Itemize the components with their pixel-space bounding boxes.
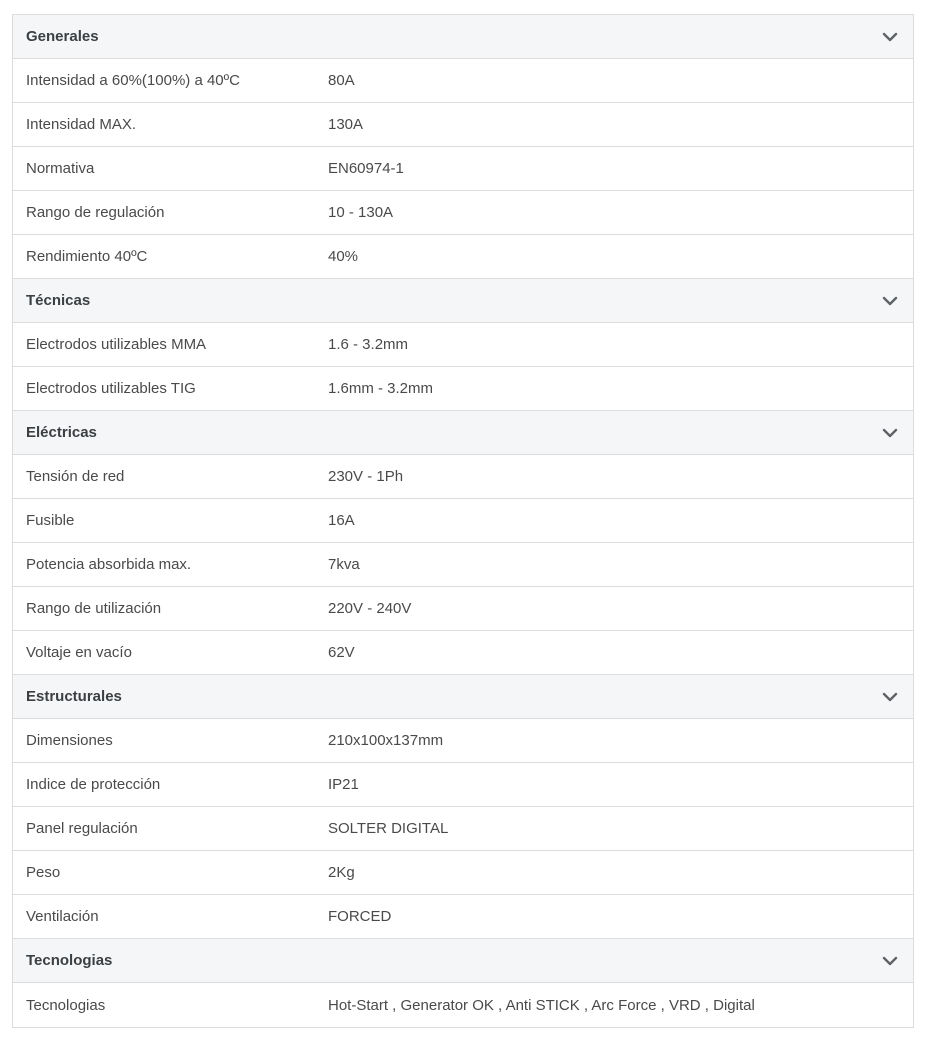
spec-value: 16A: [328, 512, 355, 529]
table-row: [13, 895, 913, 939]
table-row: [13, 323, 913, 367]
spec-label: Peso: [26, 864, 61, 881]
section-title: Estructurales: [26, 688, 122, 705]
section-title: Técnicas: [26, 292, 91, 309]
spec-value: 220V - 240V: [328, 600, 412, 617]
spec-value: 10 - 130A: [328, 204, 394, 221]
spec-value: 130A: [328, 116, 364, 133]
chevron-down-icon[interactable]: [879, 686, 901, 708]
spec-value: 1.6mm - 3.2mm: [328, 380, 434, 397]
table-row: [13, 499, 913, 543]
table-row: [13, 719, 913, 763]
table-row: [13, 543, 913, 587]
spec-label: Ventilación: [26, 908, 99, 925]
section-title: Generales: [26, 28, 99, 45]
spec-value: FORCED: [328, 908, 392, 925]
table-row: [13, 147, 913, 191]
table-row: [13, 59, 913, 103]
section-header-3[interactable]: [13, 675, 913, 719]
section-title: Tecnologias: [26, 952, 113, 969]
table-row: [13, 807, 913, 851]
spec-label: Indice de protección: [26, 776, 161, 793]
table-row: [13, 235, 913, 279]
table-row: [13, 763, 913, 807]
table-row: [13, 983, 913, 1027]
table-row: [13, 191, 913, 235]
spec-value: EN60974-1: [328, 160, 404, 177]
chevron-down-icon[interactable]: [879, 422, 901, 444]
spec-label: Tecnologias: [26, 996, 106, 1014]
spec-value: 7kva: [328, 556, 360, 573]
section-header-1[interactable]: [13, 279, 913, 323]
section-header-2[interactable]: [13, 411, 913, 455]
spec-label: Normativa: [26, 160, 95, 177]
spec-label: Potencia absorbida max.: [26, 556, 192, 573]
spec-value: 210x100x137mm: [328, 732, 444, 749]
spec-label: Tensión de red: [26, 468, 125, 485]
table-row: [13, 103, 913, 147]
table-row: [13, 851, 913, 895]
section-title: Eléctricas: [26, 424, 97, 441]
spec-label: Rendimiento 40ºC: [26, 248, 148, 265]
spec-label: Electrodos utilizables MMA: [26, 336, 207, 353]
spec-value: Hot-Start , Generator OK , Anti STICK , Arc Force , VRD , Digital: [328, 996, 755, 1014]
spec-value: SOLTER DIGITAL: [328, 820, 449, 837]
spec-value: 2Kg: [328, 864, 355, 881]
table-row: [13, 631, 913, 675]
spec-value: IP21: [328, 776, 359, 793]
chevron-down-icon[interactable]: [879, 290, 901, 312]
spec-value: 62V: [328, 644, 355, 661]
table-row: [13, 587, 913, 631]
spec-label: Dimensiones: [26, 732, 113, 749]
spec-value: 80A: [328, 72, 355, 89]
section-header-4[interactable]: [13, 939, 913, 983]
spec-label: Intensidad a 60%(100%) a 40ºC: [26, 72, 240, 89]
chevron-down-icon[interactable]: [879, 950, 901, 972]
spec-label: Rango de utilización: [26, 600, 162, 617]
table-row: [13, 367, 913, 411]
spec-label: Electrodos utilizables TIG: [26, 380, 196, 397]
spec-label: Intensidad MAX.: [26, 116, 137, 133]
spec-label: Panel regulación: [26, 820, 138, 837]
spec-value: 1.6 - 3.2mm: [328, 336, 409, 353]
spec-value: 40%: [328, 248, 359, 265]
spec-label: Rango de regulación: [26, 204, 165, 221]
spec-value: 230V - 1Ph: [328, 468, 404, 485]
spec-label: Voltaje en vacío: [26, 644, 132, 661]
section-header-0[interactable]: [13, 15, 913, 59]
table-row: [13, 455, 913, 499]
spec-label: Fusible: [26, 512, 75, 529]
spec-table: [12, 14, 914, 1028]
chevron-down-icon[interactable]: [879, 26, 901, 48]
